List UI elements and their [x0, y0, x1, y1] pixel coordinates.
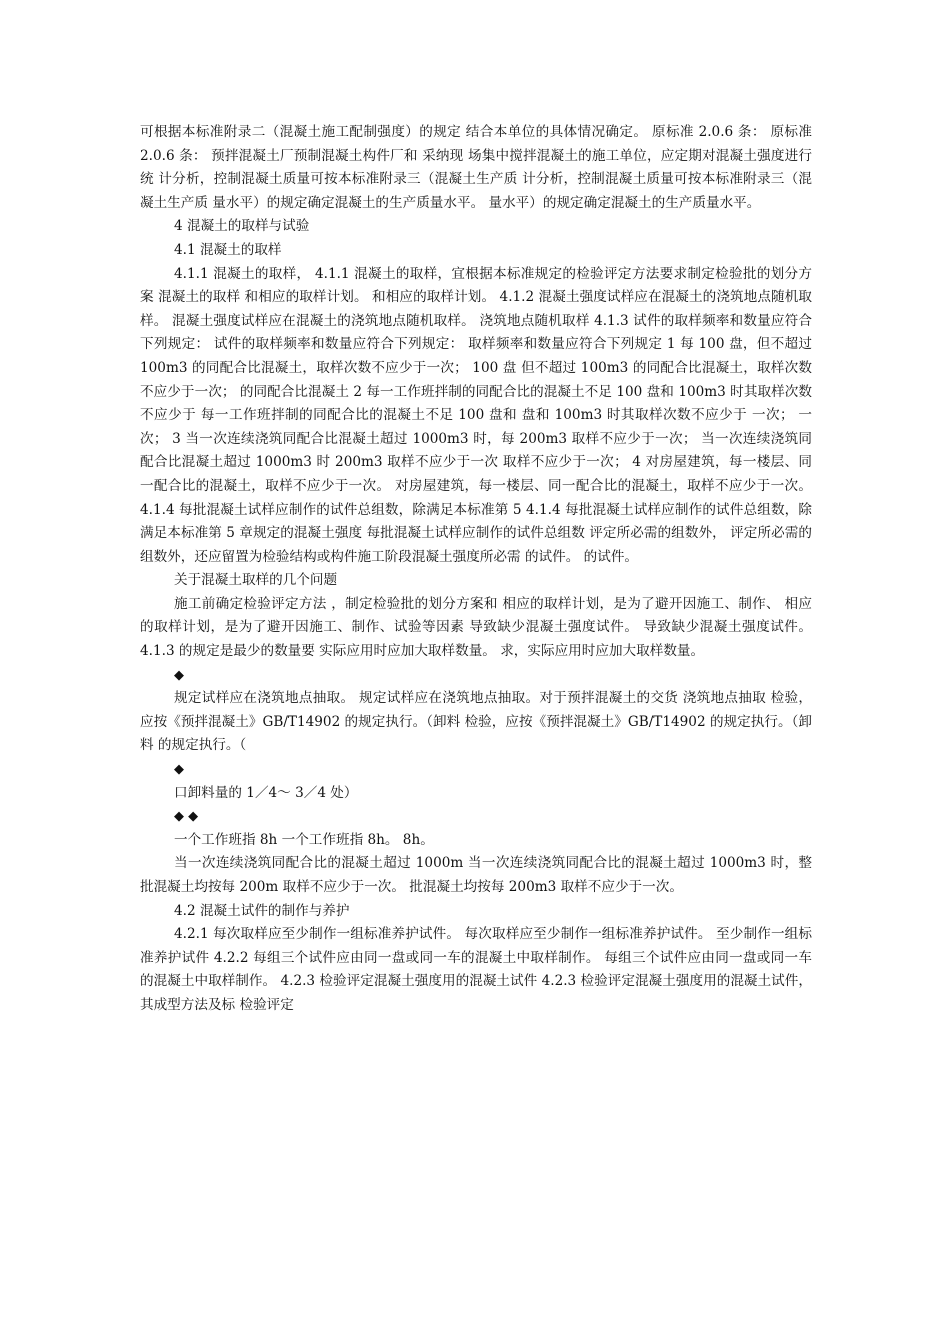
paragraph-specimen-making: 4.2.1 每次取样应至少制作一组标准养护试件。 每次取样应至少制作一组标准养护试件。 至少制作一组标准养护试件 4.2.2 每组三个试件应由同一盘或同一车的混凝土中取样制作。 每组三个试件应由同一盘或同一车的混凝土中取样制作。 4.2.3 检验评定混凝土强度用的混凝土试件 4.2.3 检验评定混凝土强度用的混凝土试件，其成型方法及标 检验评定 [140, 926, 812, 1013]
paragraph-standard-2-0-6: 可根据本标准附录二（混凝土施工配制强度）的规定 结合本单位的具体情况确定。 原标准 2.0.6 条： 原标准 2.0.6 条： 预拌混凝土厂预制混凝土构件厂和 采纳现 场集中搅拌混凝土的施工单位，应定期对混凝土强度进行统 计分析，控制混凝土质量可按本标准附录三（混凝土生产质 计分析，控制混凝土质量可按本标准附录三（混凝土生产质 量水平）的规定确定混凝土的生产质量水平。 量水平）的规定确定混凝土的生产质量水平。 [140, 124, 812, 211]
heading-section-4-2: 4.2 混凝土试件的制作与养护 [174, 902, 350, 919]
heading-section-4: 4 混凝土的取样与试验 [174, 218, 310, 235]
heading-sampling-issues: 关于混凝土取样的几个问题 [174, 572, 338, 589]
paragraph-work-shift: 一个工作班指 8h 一个工作班指 8h。 8h。 [174, 831, 434, 848]
diamond-bullet-icon: ◆ ◆ [174, 809, 199, 825]
document-page [140, 121, 812, 1018]
paragraph-sampling-rules: 4.1.1 混凝土的取样， 4.1.1 混凝土的取样，宜根据本标准规定的检验评定方法要求制定检验批的划分方案 混凝土的取样 和相应的取样计划。 和相应的取样计划。 4.1.2 混凝土强度试样应在混凝土的浇筑地点随机取样。 混凝土强度试样应在混凝土的浇筑地点随机取样。 浇筑地点随机取样 4.1.3 试件的取样频率和数量应符合下列规定： 试件的取样频率和数量应符合下列规定： 取样频率和数量应符合下列规定 1 每 100 盘，但不超过 100m3 的同配合比混凝土，取样次数不应少于一次； 100 盘 但不超过 100m3 的同配合比混凝土，取样次数不应少于一次； 的同配合比混凝土 2 每一工作班拌制的同配合比的混凝土不足 100 盘和 100m3 时其取样次数不应少于 每一工作班拌制的同配合比的混凝土不足 100 盘和 盘和 100m3 时其取样次数不应少于 一次； 一次； 3 当一次连续浇筑同配合比混凝土超过 1000m3 时，每 200m3 取样不应少于一次； 当一次连续浇筑同配合比混凝土超过 1000m3 时 200m3 取样不应少于一次 取样不应少于一次； 4 对房屋建筑，每一楼层、同一配合比的混凝土，取样不应少于一次。 对房屋建筑，每一楼层、同一配合比的混凝土，取样不应少于一次。 4.1.4 每批混凝土试样应制作的试件总组数，除满足本标准第 5 4.1.4 每批混凝土试样应制作的试件总组数，除满足本标准第 5 章规定的混凝土强度 每批混凝土试样应制作的试件总组数 评定所必需的组数外， 评定所必需的组数外，还应留置为检验结构或构件施工阶段混凝土强度所必需 的试件。 的试件。 [140, 265, 812, 565]
paragraph-continuous-pour: 当一次连续浇筑同配合比的混凝土超过 1000m 当一次连续浇筑同配合比的混凝土超过 1000m3 时，整 批混凝土均按每 200m 取样不应少于一次。 批混凝土均按每 200m3 取样不应少于一次。 [140, 855, 812, 895]
paragraph-discharge-amount: 口卸料量的 1／4～ 3／4 处） [174, 784, 358, 801]
diamond-bullet-icon: ◆ [174, 762, 184, 778]
diamond-bullet-icon: ◆ [174, 667, 184, 683]
heading-section-4-1: 4.1 混凝土的取样 [174, 241, 282, 258]
paragraph-pre-construction: 施工前确定检验评定方法 ，制定检验批的划分方案和 相应的取样计划，是为了避开因施工、制作、 相应的取样计划，是为了避开因施工、制作、试验等因素 导致缺少混凝土强度试件。 导致缺少混凝土强度试件。4.1.3 的规定是最少的数量要 实际应用时应加大取样数量。 求，实际应用时应加大取样数量。 [140, 595, 812, 660]
paragraph-pouring-site: 规定试样应在浇筑地点抽取。 规定试样应在浇筑地点抽取。对于预拌混凝土的交货 浇筑地点抽取 检验，应按《预拌混凝土》GB/T14902 的规定执行。（卸料 检验，应按《预拌混凝土》GB/T14902 的规定执行。（卸料 的规定执行。（ [140, 690, 812, 754]
